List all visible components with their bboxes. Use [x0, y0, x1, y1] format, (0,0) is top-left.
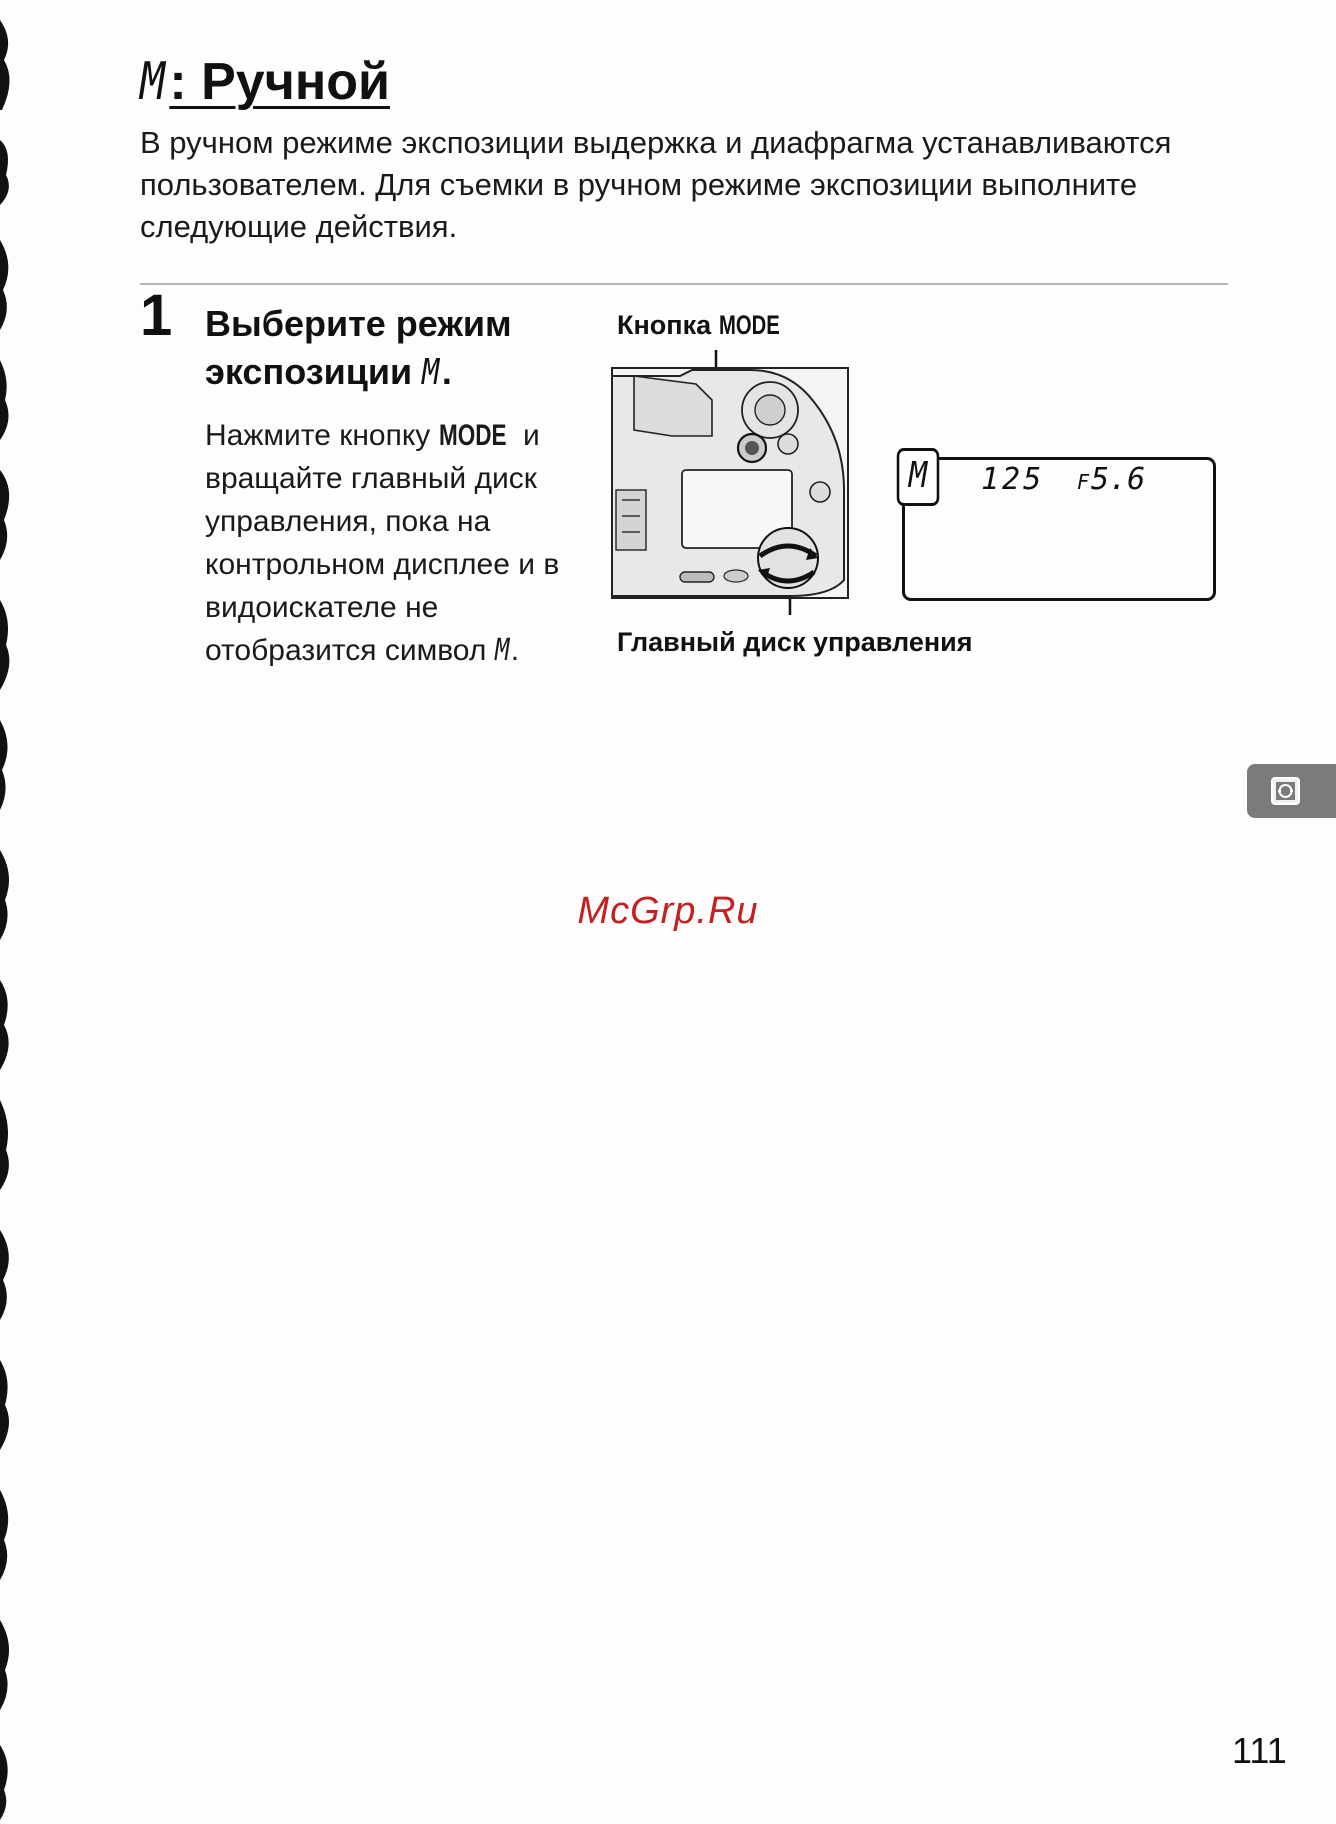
step-heading-mode-symbol: M: [422, 352, 438, 393]
mode-button-callout-prefix: Кнопка: [617, 310, 719, 340]
page-title-text: : Ручной: [169, 53, 391, 111]
step-body-part1: Нажмите кнопку: [205, 419, 439, 452]
lcd-aperture: 5.6: [1091, 462, 1146, 497]
step-heading-line2: экспозиции: [205, 351, 423, 392]
mode-button-callout: [617, 310, 786, 341]
camera-illustration: [600, 340, 860, 630]
main-dial-callout: Главный диск управления: [617, 627, 973, 657]
mode-button-name: MODE: [438, 419, 507, 452]
step-body-mode-symbol: M: [494, 633, 508, 668]
step-instructions: [205, 414, 565, 672]
mode-button-callout-word: MODE: [718, 310, 780, 340]
intro-paragraph: В ручном режиме экспозиции выдержка и диафрагма устанавливаются пользователем. Для съемки в ручном режиме экспозиции выполните следующие действия.: [140, 125, 1172, 244]
step-body-end: .: [510, 634, 520, 667]
lcd-f-prefix: F: [1077, 470, 1090, 494]
lcd-mode-indicator: M: [897, 448, 940, 506]
step-body-part2: и вращайте главный диск управления, пока на контрольном дисплее и в видоискателе не отобразится символ: [205, 419, 560, 667]
step-heading: [205, 300, 565, 397]
section-divider: [140, 283, 1228, 285]
step-heading-line1: Выберите режим: [205, 303, 512, 344]
control-panel-display: [902, 457, 1216, 601]
step-heading-end: .: [441, 351, 452, 392]
step-number: 1: [140, 283, 173, 348]
page-title: [140, 52, 390, 112]
page-number: 111: [1232, 1730, 1287, 1771]
watermark: McGrp.Ru: [577, 890, 759, 932]
section-tab: [1247, 764, 1336, 818]
manual-mode-symbol: M: [140, 52, 164, 112]
exposure-mode-icon: [1247, 764, 1336, 818]
lcd-shutter-speed: 125: [981, 462, 1045, 497]
